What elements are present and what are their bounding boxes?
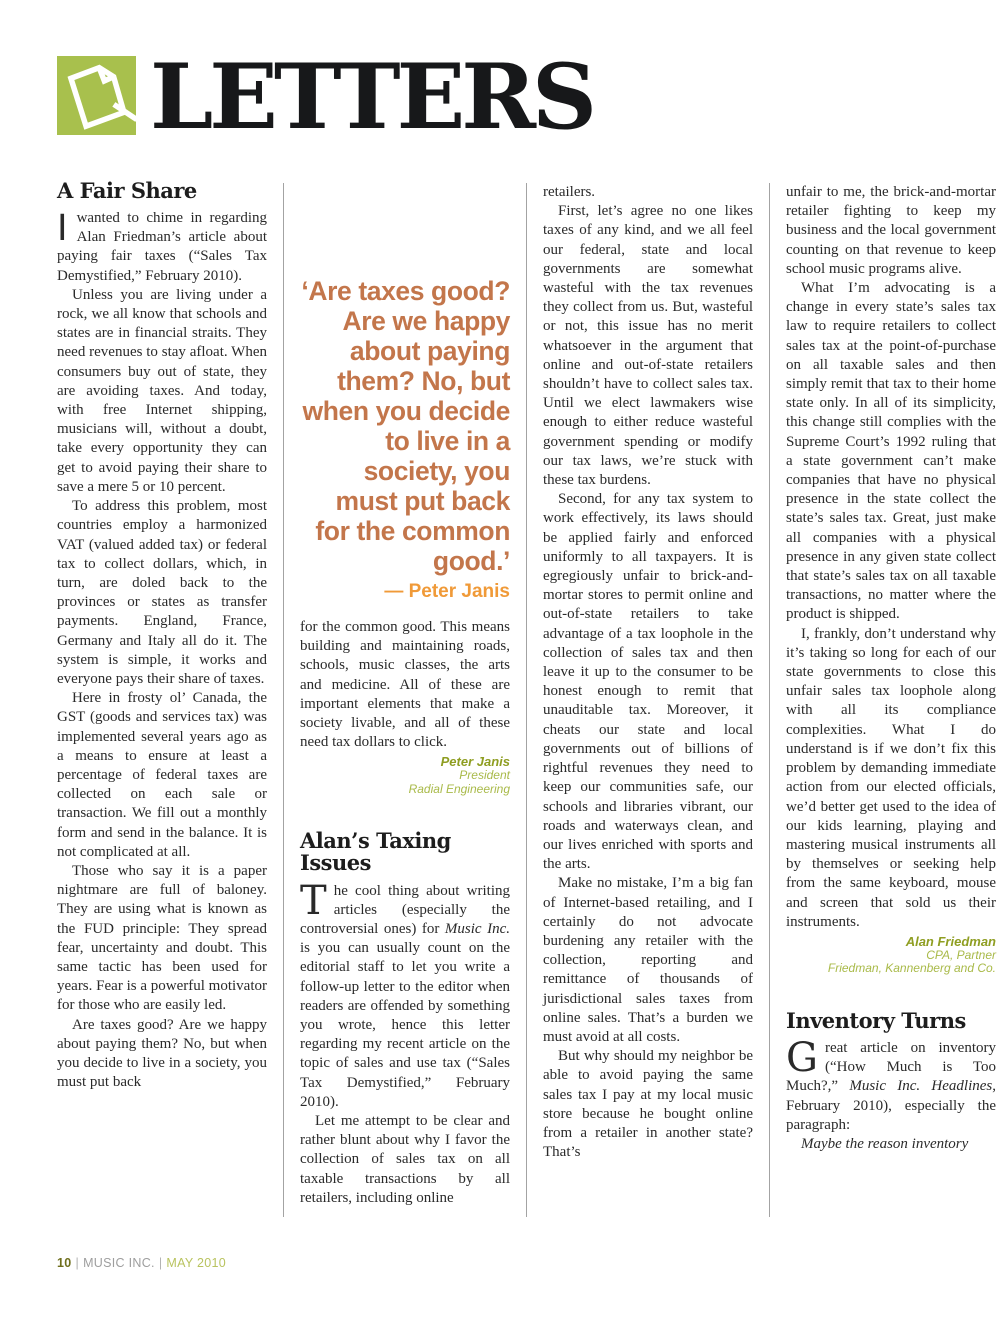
letters-envelope-icon (57, 56, 136, 135)
paragraph: unfair to me, the brick-and-mortar retailer fighting to keep my business and the local government counting on that revenue to keep school music programs alive. (786, 184, 996, 277)
paragraph: But why should my neighbor be able to avoid paying the same sales tax I pay at my local music store because he bought online from a retailer in another state? That’s (543, 1048, 753, 1161)
paragraph-text: reat article on inventory (“How Much is Too Much?,” (786, 1039, 996, 1095)
letter-heading-inventory-turns: Inventory Turns (786, 1007, 966, 1033)
paragraph: Are taxes good? Are we happy about paying them? No, but when you decide to live in a society, you must put back (57, 1016, 267, 1091)
page-footer (57, 1256, 226, 1270)
paragraph-text: wanted to chime in regarding Alan Friedman’s article about paying fair taxes (“Sales Tax Demystified,” February 2010). (57, 210, 267, 284)
paragraph: retailers. (543, 184, 596, 200)
page-number: 10 (57, 1256, 72, 1270)
footer-separator: | (75, 1256, 80, 1270)
paragraph (786, 1034, 996, 1135)
letters-columns (57, 178, 996, 1217)
paragraph-text: , February 2010), especially the paragraph: (786, 1078, 996, 1133)
dropcap-g: G (786, 1034, 818, 1081)
paragraph: for the common good. This means building and maintaining roads, schools, music classes, the arts and medicine. All of these are important elements that make a society livable, and all of these need tax dollars to click. (300, 619, 510, 751)
masthead (57, 44, 594, 150)
pull-quote: ‘Are taxes good? Are we happy about paying them? No, but when you decide to live in a society, you must put back for the common good.’ (301, 276, 510, 576)
paragraph: Unless you are living under a rock, we all know that schools and states are in financial straits. They need revenues to stay afloat. When consumers buy out of state, they are avoiding taxes. And today, with free Internet shipping, musicians will, without a doubt, take every opportunity they can get to avoid paying their share to save a mere 5 or 10 percent. (57, 286, 267, 495)
letter-heading-alans-taxing-issues: Alan’s Taxing Issues (300, 828, 451, 876)
publication-name: Music Inc. (444, 920, 510, 937)
column-1 (57, 178, 267, 1217)
dropcap-i: I (57, 207, 68, 250)
paragraph-italic: Maybe the reason inventory (801, 1135, 969, 1152)
signature-title: President (459, 768, 510, 783)
paragraph: Those who say it is a paper nightmare are full of baloney. They are using what is known as the FUD principle: They spread fear, uncertainty and doubt. This same tactic has been used for years. Fear is a powerful motivator for those who are easily led. (57, 862, 267, 1014)
paragraph-text: he cool thing about writing articles (especially the controversial ones) for (300, 882, 510, 937)
paragraph (57, 209, 267, 286)
column-4 (769, 183, 996, 1217)
paragraph: Let me attempt to be clear and rather blunt about why I favor the collection of sales tax on all taxable transactions by all retailers, including online (300, 1112, 510, 1206)
footer-separator: | (158, 1256, 163, 1270)
column-2 (283, 183, 510, 1217)
page-title: LETTERS (150, 44, 594, 150)
paragraph: Here in frosty ol’ Canada, the GST (goods and services tax) was implemented several years ago as a means to ensure at least a percentage of federal taxes are collected on each sale or transaction. We fill out a monthly form and send in the balance. It is not complicated at all. (57, 690, 267, 860)
paragraph: What I’m advocating is a change in every state’s sales tax law to require retailers to collect sales tax at the point-of-purchase on all taxable sales and then simply remit that tax to their home state only. In all of its simplicity, this change still complies with the Supreme Court’s 1992 ruling that a state government can’t make companies that have no physical presence in the state collect the state’s sales tax. Great, just make all companies with a physical presence in any given state collect that state’s sales tax on all taxable transactions, no matter where the product is shipped. (786, 280, 996, 623)
magazine-name: MUSIC INC. (83, 1256, 155, 1270)
letter-heading-a-fair-share: A Fair Share (57, 178, 197, 203)
paragraph: Second, for any tax system to work effectively, its laws should be applied fairly and enforced uniformly to all taxpayers. It is egregiously unfair to brick-and-mortar stores to permit online and out-of-state retailers to take advantage of a tax loophole in the collection of sales tax and then leave it up to the consumer to be honest enough to remit that unauditable tax. Moreover, it cheats our state and local governments out of billions of rightful revenues they need to keep our communities safe, our schools and libraries vibrant, our roads and waterways clean, and our lives enriched with sports and the arts. (543, 491, 753, 873)
paragraph: I, frankly, don’t understand why it’s taking so long for each of our state governments to close this unfair sales tax loophole along with all its compliance complexities. What I do understand is if we don’t fix this problem by demanding immediate action from our elected officials, we’d better get used to the idea of our kids learning, playing and mastering musical instruments all by themselves or seeking help from the same keyboard, mouse and screen that sold us their instruments. (786, 625, 996, 930)
pull-quote-attribution: — Peter Janis (384, 581, 510, 602)
column-3 (526, 183, 753, 1217)
paragraph-text: is you can usually count on the editorial staff to let you write a follow-up letter to the editor when readers are offended by something you wrote, hence this letter regarding my recent article on the topic of sales and use tax (“Sales Tax Demystified,” February 2010). (300, 940, 510, 1110)
signature-company: Radial Engineering (408, 781, 510, 796)
signature-company: Friedman, Kannenberg and Co. (827, 961, 996, 976)
signature-name: Peter Janis (440, 754, 510, 770)
signature-alan-friedman (786, 935, 996, 976)
signature-title: CPA, Partner (926, 947, 996, 962)
issue-date: MAY 2010 (166, 1256, 227, 1270)
paragraph (300, 877, 510, 1112)
paragraph: To address this problem, most countries employ a harmonized VAT (valued added tax) or federal tax to collect dollars, which, in turn, are doled back to the provinces or states as transfer payments. England, France, Germany and Italy all do it. The system is simple, it works and everyone pays their share of taxes. (57, 498, 267, 687)
signature-peter-janis (300, 755, 510, 796)
publication-name: Music Inc. Headlines (849, 1078, 993, 1095)
paragraph: First, let’s agree no one likes taxes of any kind, and we all feel our federal, state and local governments are somewhat wasteful with the tax revenues they collect from us. But, wasteful or not, this issue has no merit whatsoever in the argument that online and out-of-state retailers shouldn’t have to collect sales tax. Until we elect lawmakers wise enough to either reduce wasteful government spending or modify our tax laws, we’re stuck with these tax burdens. (543, 203, 753, 489)
dropcap-t: T (300, 877, 327, 924)
signature-name: Alan Friedman (905, 933, 996, 949)
paragraph: Make no mistake, I’m a big fan of Internet-based retailing, and I certainly do not advocate burdening any retailer with the collection, reporting and remittance of thousands of jurisdictional sales taxes from online sales. That’s a burden we must avoid at all costs. (543, 875, 753, 1045)
